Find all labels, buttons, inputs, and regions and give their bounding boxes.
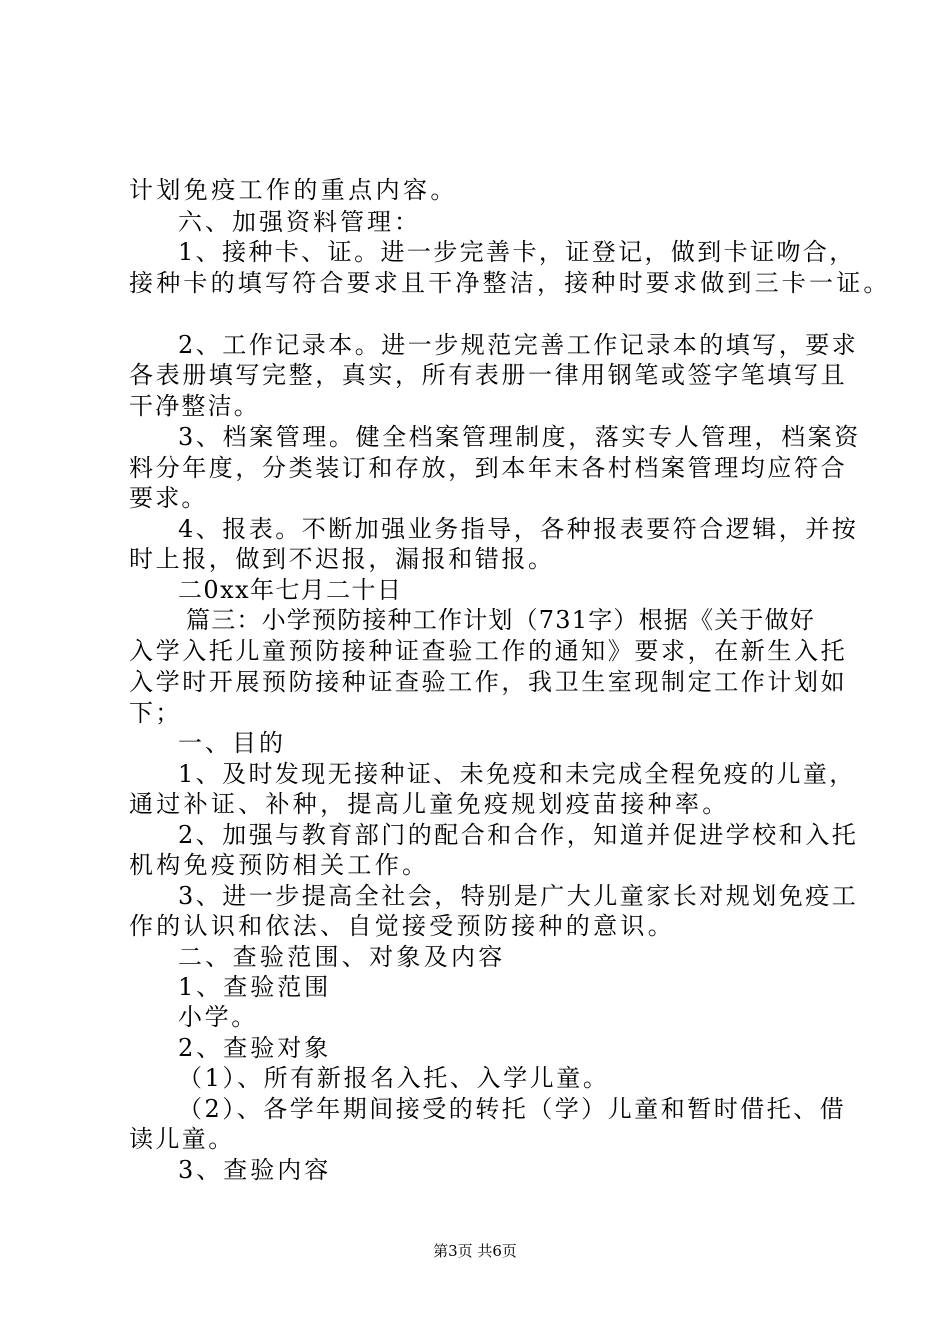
text-line: 下； bbox=[129, 699, 182, 727]
text-line: 1、及时发现无接种证、未免疫和未完成全程免疫的儿童， bbox=[178, 760, 856, 788]
text-line: 1、查验范围 bbox=[178, 973, 332, 1001]
text-line: 2、工作记录本。进一步规范完善工作记录本的填写，要求 bbox=[178, 331, 859, 359]
text-line: （1）、所有新报名入托、入学儿童。 bbox=[178, 1064, 610, 1092]
text-line: 篇三：小学预防接种工作计划（731字）根据《关于做好 bbox=[186, 606, 816, 634]
text-line: 2、加强与教育部门的配合和合作，知道并促进学校和入托 bbox=[178, 821, 859, 849]
text-line: 3、进一步提高全社会，特别是广大儿童家长对规划免疫工 bbox=[178, 882, 859, 910]
text-line: 机构免疫预防相关工作。 bbox=[129, 851, 430, 879]
text-line: 时上报，做到不迟报，漏报和错报。 bbox=[129, 545, 555, 573]
text-line: 2、查验对象 bbox=[178, 1034, 332, 1062]
text-line: 接种卡的填写符合要求且干净整洁，接种时要求做到三卡一证。 bbox=[129, 269, 891, 297]
text-line: 3、查验内容 bbox=[178, 1156, 332, 1184]
text-line: 二、查验范围、对象及内容 bbox=[178, 943, 506, 971]
text-line: 计划免疫工作的重点内容。 bbox=[129, 176, 458, 204]
text-line: 入学时开展预防接种证查验工作，我卫生室现制定工作计划如 bbox=[129, 668, 848, 696]
text-line: 通过补证、补种，提高儿童免疫规划疫苗接种率。 bbox=[129, 790, 730, 818]
text-line: （2）、各学年期间接受的转托（学）儿童和暂时借托、借 bbox=[178, 1095, 847, 1123]
text-line: 4、报表。不断加强业务指导，各种报表要符合逻辑，并按 bbox=[178, 515, 859, 543]
text-line: 一、目的 bbox=[178, 729, 286, 757]
text-line: 作的认识和依法、自觉接受预防接种的意识。 bbox=[129, 912, 675, 940]
text-line: 读儿童。 bbox=[129, 1125, 235, 1153]
text-line: 各表册填写完整，真实，所有表册一律用钢笔或签字笔填写且 bbox=[129, 361, 848, 389]
text-line: 六、加强资料管理： bbox=[178, 208, 421, 236]
text-line: 二0xx年七月二十日 bbox=[178, 576, 403, 604]
text-line: 要求。 bbox=[129, 484, 208, 512]
text-line: 小学。 bbox=[178, 1003, 258, 1031]
text-line: 干净整洁。 bbox=[129, 392, 260, 420]
text-line: 3、档案管理。健全档案管理制度，落实专人管理，档案资 bbox=[178, 423, 861, 451]
text-line: 入学入托儿童预防接种证查验工作的通知》要求，在新生入托 bbox=[129, 637, 848, 665]
page-number-footer: 第3页 共6页 bbox=[433, 1242, 517, 1260]
text-line: 料分年度，分类装订和存放，到本年末各村档案管理均应符合 bbox=[129, 454, 848, 482]
text-line: 1、接种卡、证。进一步完善卡，证登记，做到卡证吻合， bbox=[178, 238, 856, 266]
